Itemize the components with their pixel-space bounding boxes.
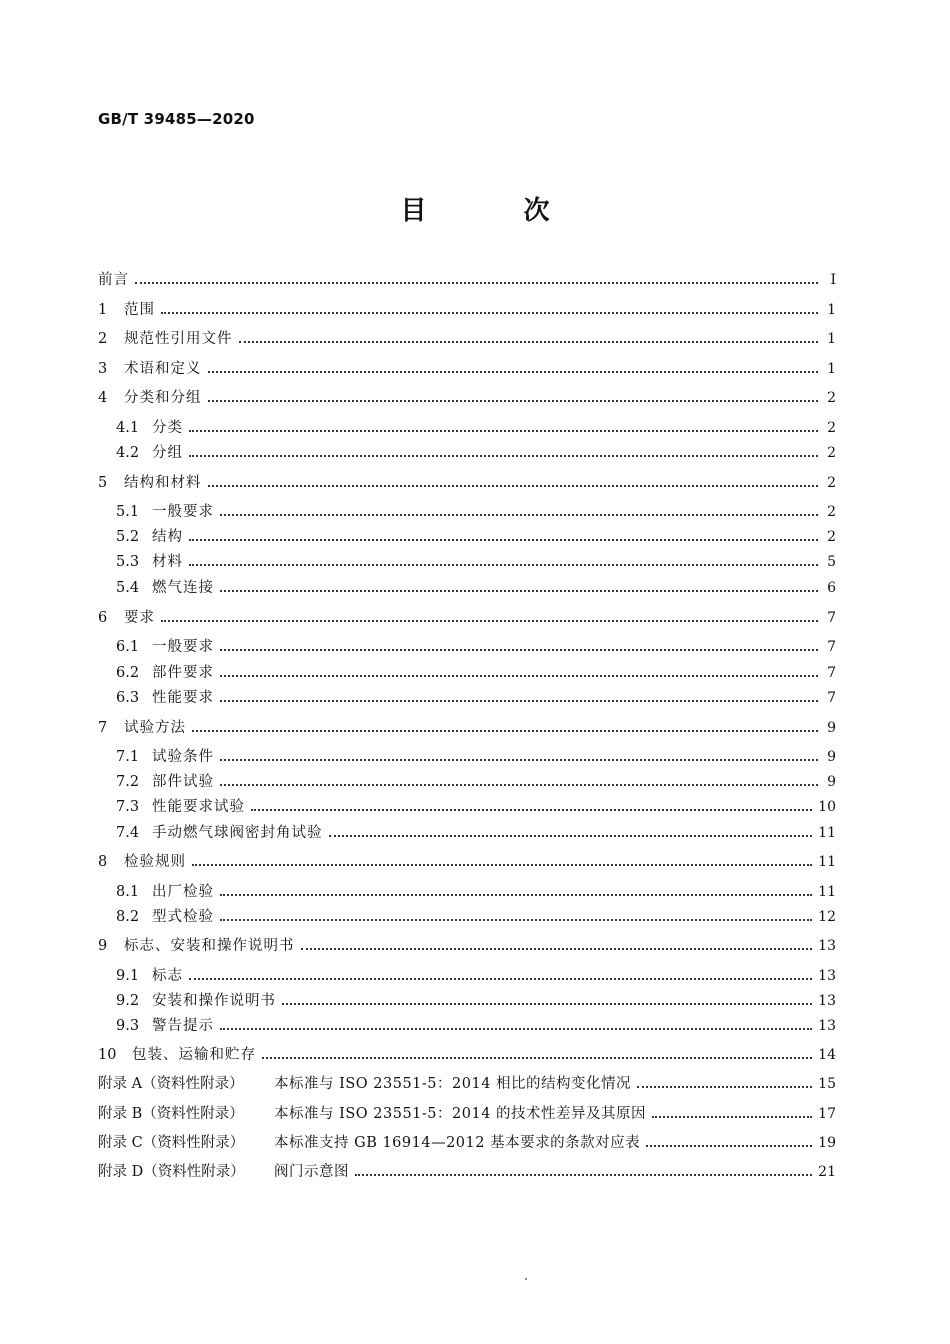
toc-leader-dots xyxy=(355,1173,812,1176)
toc-page-number: 7 xyxy=(827,610,836,626)
toc-number: 附录 C（资料性附录） xyxy=(98,1135,245,1151)
toc-number: 3 xyxy=(98,361,108,377)
toc-leader-dots xyxy=(192,729,818,732)
toc-number: 7.3 xyxy=(116,799,140,815)
toc-title: 术语和定义 xyxy=(124,361,202,377)
toc-title: 性能要求试验 xyxy=(152,799,245,815)
toc-title: 标志 xyxy=(152,968,183,984)
toc-row[interactable] xyxy=(98,606,836,630)
toc-leader-dots xyxy=(208,484,819,487)
toc-title: 燃气连接 xyxy=(152,580,214,596)
toc-title: 分类 xyxy=(152,420,183,436)
toc-row[interactable] xyxy=(98,298,836,322)
toc-leader-dots xyxy=(637,1085,812,1088)
toc-row[interactable] xyxy=(116,1014,836,1038)
toc-leader-dots xyxy=(189,563,818,566)
toc-number: 6.1 xyxy=(116,639,140,655)
toc-page-number: 9 xyxy=(827,774,836,790)
toc-number: 5.3 xyxy=(116,554,140,570)
toc-page-number: 2 xyxy=(827,420,836,436)
toc-leader-dots xyxy=(239,340,819,343)
toc-leader-dots xyxy=(208,399,819,402)
toc-appendix-row[interactable] xyxy=(98,1102,836,1126)
toc-leader-dots xyxy=(220,699,818,702)
toc-row[interactable] xyxy=(116,661,836,685)
toc-leader-dots xyxy=(646,1144,812,1147)
toc-number: 5.1 xyxy=(116,504,140,520)
toc-number: 5.4 xyxy=(116,580,140,596)
toc-page-number: 21 xyxy=(818,1164,836,1180)
toc-title: 标志、安装和操作说明书 xyxy=(124,938,295,954)
toc-page-number: 9 xyxy=(827,749,836,765)
toc-leader-dots xyxy=(220,589,818,592)
toc-leader-dots xyxy=(262,1056,812,1059)
toc-title: 型式检验 xyxy=(152,909,214,925)
toc-row[interactable] xyxy=(116,550,836,574)
toc-leader-dots xyxy=(189,977,812,980)
toc-row[interactable] xyxy=(98,268,836,292)
toc-leader-dots xyxy=(329,834,813,837)
toc-page-number: 14 xyxy=(818,1047,836,1063)
toc-leader-dots xyxy=(208,370,819,373)
toc-title: 安装和操作说明书 xyxy=(152,993,276,1009)
toc-page-number: 2 xyxy=(827,504,836,520)
toc-leader-dots xyxy=(189,429,818,432)
toc-row[interactable] xyxy=(116,500,836,524)
toc-row[interactable] xyxy=(98,934,836,958)
toc-page-number: 5 xyxy=(827,554,836,570)
toc-number: 5.2 xyxy=(116,529,140,545)
toc-page-number: 2 xyxy=(827,475,836,491)
toc-page-number: 10 xyxy=(818,799,836,815)
toc-page-number: 2 xyxy=(827,390,836,406)
toc-row[interactable] xyxy=(116,441,836,465)
toc-title: 部件要求 xyxy=(152,665,214,681)
toc-row[interactable] xyxy=(116,576,836,600)
toc-leader-dots xyxy=(220,918,812,921)
toc-row[interactable] xyxy=(116,905,836,929)
toc-page-number: 11 xyxy=(818,825,836,841)
toc-row[interactable] xyxy=(116,964,836,988)
toc-number: 1 xyxy=(98,302,108,318)
toc-page-number: 11 xyxy=(818,854,836,870)
toc-title: 要求 xyxy=(124,610,155,626)
toc-number: 附录 B（资料性附录） xyxy=(98,1106,244,1122)
page-speck xyxy=(525,1278,527,1280)
toc-number: 7 xyxy=(98,720,108,736)
toc-title: 试验条件 xyxy=(152,749,214,765)
toc-title: 分类和分组 xyxy=(124,390,202,406)
toc-leader-dots xyxy=(220,513,818,516)
toc-leader-dots xyxy=(220,674,818,677)
toc-leader-dots xyxy=(282,1002,812,1005)
toc-leader-dots xyxy=(192,863,812,866)
toc-leader-dots xyxy=(220,1027,812,1030)
toc-row[interactable] xyxy=(98,471,836,495)
toc-number: 2 xyxy=(98,331,108,347)
toc-title: 分组 xyxy=(152,445,183,461)
toc-title: 性能要求 xyxy=(152,690,214,706)
toc-number: 8 xyxy=(98,854,108,870)
toc-title: 材料 xyxy=(152,554,183,570)
toc-appendix-row[interactable] xyxy=(98,1131,836,1155)
toc-title: 出厂检验 xyxy=(152,884,214,900)
toc-page-number: 2 xyxy=(827,445,836,461)
toc-leader-dots xyxy=(652,1115,812,1118)
toc-row[interactable] xyxy=(98,386,836,410)
toc-appendix-row[interactable] xyxy=(98,1072,836,1096)
toc-number: 10 xyxy=(98,1047,117,1063)
toc-row[interactable] xyxy=(116,880,836,904)
toc-title: 手动燃气球阀密封角试验 xyxy=(152,825,323,841)
toc-row[interactable] xyxy=(116,686,836,710)
toc-number: 4.1 xyxy=(116,420,140,436)
toc-row[interactable] xyxy=(116,821,836,845)
toc-page-number: 13 xyxy=(818,938,836,954)
toc-leader-dots xyxy=(220,893,812,896)
toc-number: 9.2 xyxy=(116,993,140,1009)
toc-leader-dots xyxy=(189,538,818,541)
toc-title: 部件试验 xyxy=(152,774,214,790)
toc-page-number: 6 xyxy=(827,580,836,596)
toc-title: 检验规则 xyxy=(124,854,186,870)
toc-leader-dots xyxy=(161,619,818,622)
toc-row[interactable] xyxy=(98,716,836,740)
page-title: 目 次 xyxy=(400,196,594,226)
toc-page-number: Ⅰ xyxy=(830,272,836,288)
toc-number: 7.4 xyxy=(116,825,140,841)
toc-number: 8.2 xyxy=(116,909,140,925)
toc-leader-dots xyxy=(161,311,818,314)
toc-title: 包装、运输和贮存 xyxy=(132,1047,256,1063)
toc-page-number: 17 xyxy=(818,1106,836,1122)
toc-title: 本标准支持 GB 16914—2012 基本要求的条款对应表 xyxy=(274,1135,641,1151)
toc-page-number: 2 xyxy=(827,529,836,545)
toc-row[interactable] xyxy=(98,850,836,874)
toc-number: 6.3 xyxy=(116,690,140,706)
toc-page-number: 13 xyxy=(818,968,836,984)
toc-title: 结构 xyxy=(152,529,183,545)
toc-page-number: 19 xyxy=(818,1135,836,1151)
toc-page-number: 1 xyxy=(827,331,836,347)
toc-number: 附录 D（资料性附录） xyxy=(98,1164,245,1180)
toc-title: 一般要求 xyxy=(152,639,214,655)
toc-number: 9 xyxy=(98,938,108,954)
toc-page-number: 1 xyxy=(827,302,836,318)
toc-row[interactable] xyxy=(116,635,836,659)
toc-row[interactable] xyxy=(98,327,836,351)
toc-row[interactable] xyxy=(116,745,836,769)
toc-row[interactable] xyxy=(116,416,836,440)
toc-title: 范围 xyxy=(124,302,155,318)
toc-title: 阀门示意图 xyxy=(274,1164,349,1180)
toc-leader-dots xyxy=(220,648,818,651)
toc-number: 6 xyxy=(98,610,108,626)
toc-page-number: 15 xyxy=(818,1076,836,1092)
toc-leader-dots xyxy=(135,281,818,284)
toc-page-number: 7 xyxy=(827,639,836,655)
toc-leader-dots xyxy=(251,808,812,811)
toc-page-number: 13 xyxy=(818,1018,836,1034)
toc-title: 结构和材料 xyxy=(124,475,202,491)
toc-title: 规范性引用文件 xyxy=(124,331,233,347)
toc-page-number: 13 xyxy=(818,993,836,1009)
toc-appendix-row[interactable] xyxy=(98,1160,836,1184)
toc-page-number: 1 xyxy=(827,361,836,377)
toc-number: 9.3 xyxy=(116,1018,140,1034)
toc-row[interactable] xyxy=(116,795,836,819)
toc-page-number: 7 xyxy=(827,665,836,681)
toc-row[interactable] xyxy=(98,1043,836,1067)
toc-row[interactable] xyxy=(116,770,836,794)
toc-number: 5 xyxy=(98,475,108,491)
standard-number: GB/T 39485—2020 xyxy=(98,110,255,128)
toc-title: 试验方法 xyxy=(124,720,186,736)
toc-number: 7.2 xyxy=(116,774,140,790)
toc-page-number: 7 xyxy=(827,690,836,706)
toc-title: 一般要求 xyxy=(152,504,214,520)
toc-leader-dots xyxy=(220,758,818,761)
toc-number: 6.2 xyxy=(116,665,140,681)
toc-leader-dots xyxy=(220,783,818,786)
toc-number: 7.1 xyxy=(116,749,140,765)
toc-leader-dots xyxy=(189,454,818,457)
toc-number: 4 xyxy=(98,390,108,406)
toc-title: 本标准与 ISO 23551-5：2014 相比的结构变化情况 xyxy=(274,1076,632,1092)
toc-number: 4.2 xyxy=(116,445,140,461)
toc-page-number: 9 xyxy=(827,720,836,736)
toc-row[interactable] xyxy=(116,525,836,549)
toc-number: 附录 A（资料性附录） xyxy=(98,1076,244,1092)
toc-row[interactable] xyxy=(98,357,836,381)
toc-leader-dots xyxy=(301,947,813,950)
toc-page-number: 11 xyxy=(818,884,836,900)
toc-row[interactable] xyxy=(116,989,836,1013)
toc-title: 前言 xyxy=(98,272,129,288)
toc-number: 9.1 xyxy=(116,968,140,984)
toc-page-number: 12 xyxy=(818,909,836,925)
toc-title: 本标准与 ISO 23551-5：2014 的技术性差异及其原因 xyxy=(274,1106,647,1122)
toc-number: 8.1 xyxy=(116,884,140,900)
toc-title: 警告提示 xyxy=(152,1018,214,1034)
